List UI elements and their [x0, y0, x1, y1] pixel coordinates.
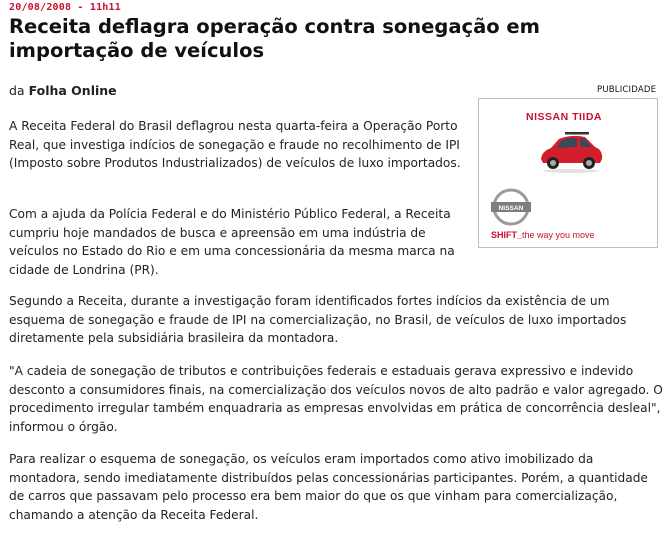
byline-prefix: da	[9, 83, 29, 98]
article-paragraph: Segundo a Receita, durante a investigação foram identificados fortes indícios da existência de um esquema de sonegação e fraude de IPI na comercialização, no Brasil, de veículos de luxo importados diretamente pela subsidiária brasileira da montadora.	[9, 294, 627, 345]
byline-source[interactable]: Folha Online	[28, 83, 117, 98]
article-paragraph: "A cadeia de sonegação de tributos e contribuições federais e estaduais gerava expressivo e indevido desconto a consumidores finais, na comercialização dos veículos novos de alto padrão e valor agregado. O procedimento irregular também enquadraria as empresas envolvidas em prática de concorrência desleal", informou o órgão.	[9, 364, 663, 434]
byline	[9, 83, 117, 98]
nissan-logo-text: NISSAN	[498, 204, 524, 212]
article-date: 20/08/2008 - 11h11	[9, 2, 121, 13]
nissan-ad-banner[interactable]	[478, 98, 658, 248]
nissan-logo-icon	[491, 187, 531, 227]
article-paragraph: Para realizar o esquema de sonegação, os veículos eram importados como ativo imobilizado da montadora, sendo imediatamente distribuídos pelas concessionárias participantes. Porém, a quantidade de carros que passavam pelo processo era bem maior do que os que vinham para comercialização, chamando a atenção da Receita Federal.	[9, 452, 648, 522]
car-icon	[537, 127, 605, 175]
ad-tagline-rest: the way you move	[522, 230, 595, 240]
publicidade-label: PUBLICIDADE	[597, 85, 657, 95]
ad-tagline-shift: SHIFT_	[491, 230, 523, 240]
ad-title: NISSAN TIIDA	[526, 111, 603, 123]
article-paragraph: A Receita Federal do Brasil deflagrou nesta quarta-feira a Operação Porto Real, que investiga indícios de sonegação e fraude no recolhimento de IPI (Imposto sobre Produtos Industrializados) de veículos de luxo importados.	[9, 119, 461, 170]
article-paragraph: Com a ajuda da Polícia Federal e do Ministério Público Federal, a Receita cumpriu hoje mandados de busca e apreensão em uma indústria de veículos no Estado do Rio e em uma concessionária da mesma marca na cidade de Londrina (PR).	[9, 207, 455, 277]
ad-tagline	[491, 230, 595, 240]
headline: Receita deflagra operação contra sonegação em importação de veículos	[9, 15, 540, 62]
